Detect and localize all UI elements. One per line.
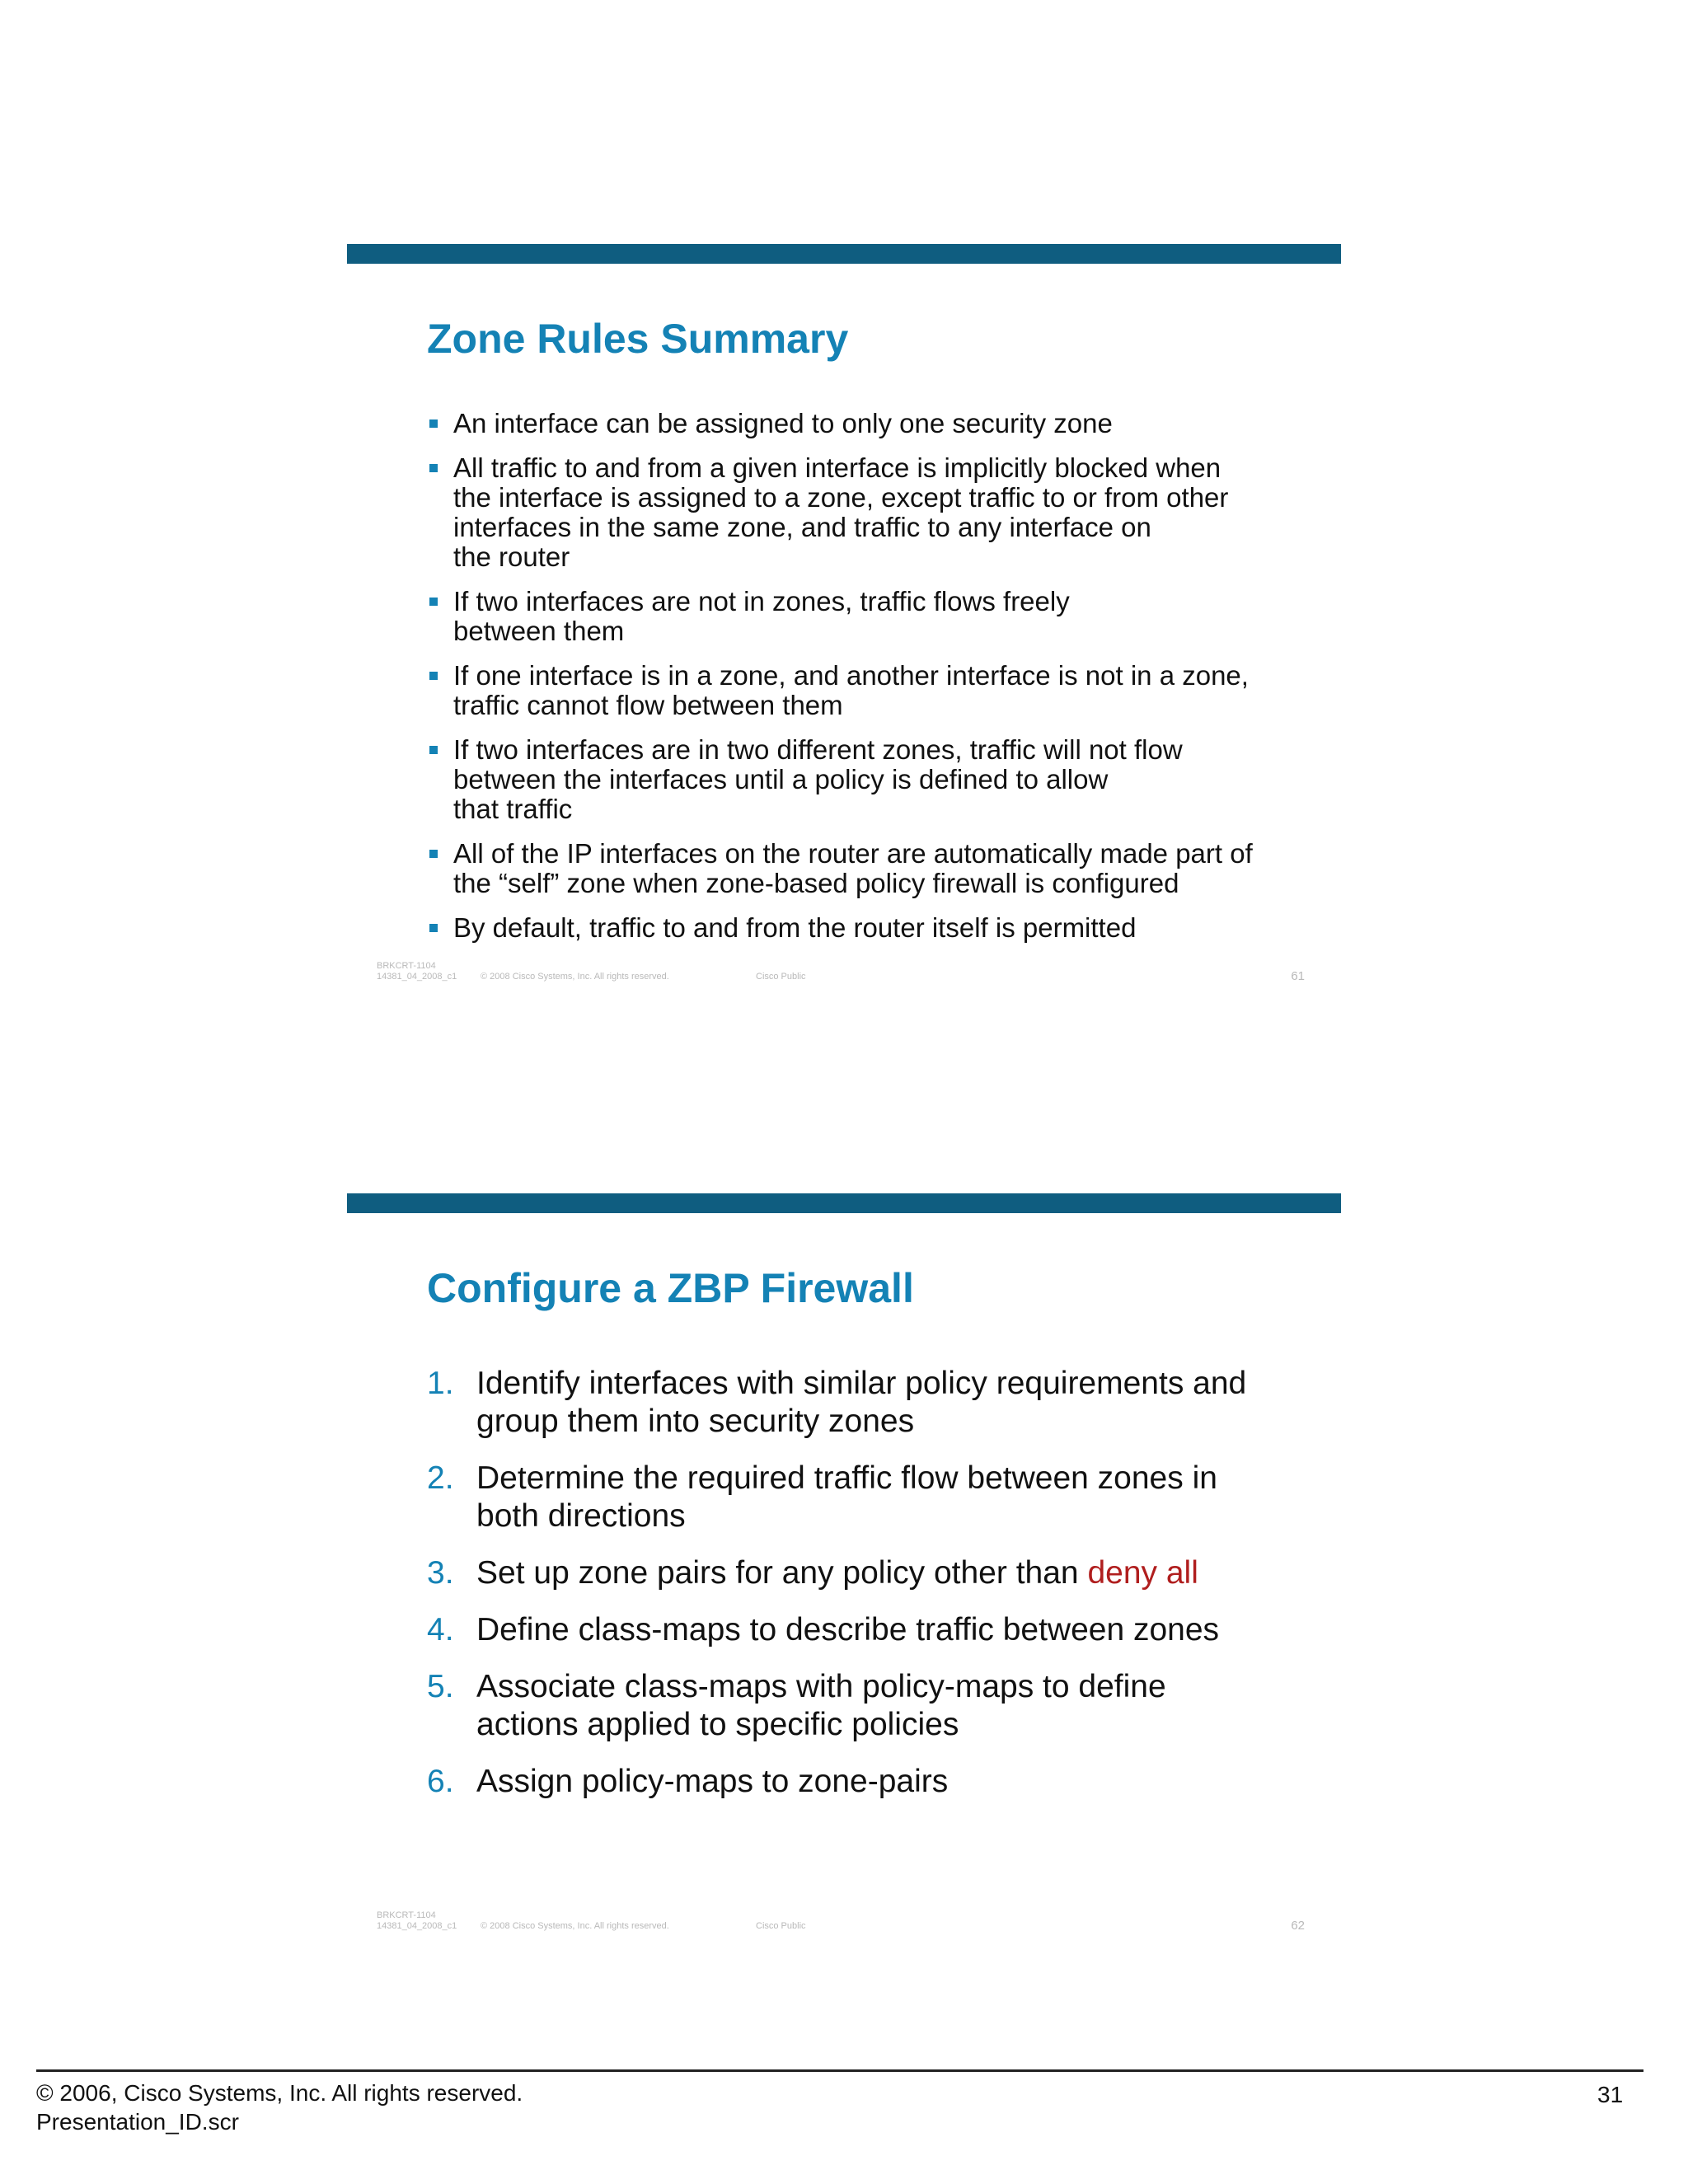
step-text: Identify interfaces with similar policy requirements and group them into security zones: [476, 1366, 1247, 1439]
step-text: Set up zone pairs for any policy other than deny all: [476, 1555, 1198, 1591]
step-number: 6.: [427, 1764, 454, 1799]
step-text: Define class-maps to describe traffic between zones: [476, 1612, 1220, 1647]
slide-number: 62: [1291, 1919, 1305, 1933]
slide-copyright: © 2008 Cisco Systems, Inc. All rights reserved.: [481, 1921, 669, 1931]
slide-title: Zone Rules Summary: [427, 316, 849, 362]
highlighted-phrase: deny all: [1087, 1555, 1198, 1591]
square-bullet-icon: [429, 672, 438, 680]
slide-footer: [377, 1910, 1316, 1943]
step-item: [427, 1668, 1301, 1744]
classification-label: Cisco Public: [756, 1921, 806, 1931]
step-number: 1.: [427, 1366, 454, 1401]
step-text: Determine the required traffic flow between zones in both directions: [476, 1460, 1217, 1534]
step-item: [427, 1554, 1301, 1592]
slide-header-bar: [347, 1193, 1341, 1213]
session-code: BRKCRT-1104 14381_04_2008_c1: [377, 961, 457, 982]
step-text: Associate class-maps with policy-maps to define actions applied to specific policies: [476, 1669, 1166, 1742]
bullet-item: If one interface is in a zone, and another interface is not in a zone, traffic cannot flow between them: [427, 661, 1284, 720]
step-item: [427, 1611, 1301, 1649]
square-bullet-icon: [429, 850, 438, 858]
page-filename: Presentation_ID.scr: [36, 2109, 239, 2135]
bullet-item: If two interfaces are in two different zones, traffic will not flow between the interfaces until a policy is defined to allow that traffic: [427, 735, 1284, 824]
step-number: 2.: [427, 1460, 454, 1496]
numbered-step-list: [427, 1365, 1301, 1820]
step-number: 3.: [427, 1555, 454, 1591]
page-number: 31: [1597, 2082, 1624, 2107]
bullet-item: By default, traffic to and from the router itself is permitted: [427, 913, 1284, 943]
slide-header-bar: [347, 244, 1341, 264]
square-bullet-icon: [429, 464, 438, 472]
bullet-item: An interface can be assigned to only one security zone: [427, 409, 1284, 438]
square-bullet-icon: [429, 924, 438, 932]
step-text: Assign policy-maps to zone-pairs: [476, 1764, 949, 1799]
slide-number: 61: [1291, 969, 1305, 983]
page-copyright: © 2006, Cisco Systems, Inc. All rights reserved.: [36, 2080, 523, 2106]
step-item: [427, 1460, 1301, 1535]
page-footer-divider: [36, 2069, 1643, 2072]
bullet-item: All of the IP interfaces on the router are automatically made part of the “self” zone when zone-based policy firewall is configured: [427, 839, 1284, 898]
session-code: BRKCRT-1104 14381_04_2008_c1: [377, 1910, 457, 1931]
step-item: [427, 1365, 1301, 1441]
bullet-item: All traffic to and from a given interface is implicitly blocked when the interface is assigned to a zone, except traffic to or from other interfaces in the same zone, and traffic to any interface on the router: [427, 453, 1284, 572]
step-number: 5.: [427, 1669, 454, 1704]
slide-copyright: © 2008 Cisco Systems, Inc. All rights reserved.: [481, 972, 669, 982]
slide-footer: [377, 961, 1316, 994]
square-bullet-icon: [429, 598, 438, 606]
slide-title: Configure a ZBP Firewall: [427, 1265, 914, 1311]
step-item: [427, 1763, 1301, 1801]
classification-label: Cisco Public: [756, 972, 806, 982]
slide-configure-zbp-firewall: [347, 1193, 1341, 1939]
bullet-item: If two interfaces are not in zones, traffic flows freely between them: [427, 587, 1284, 646]
square-bullet-icon: [429, 746, 438, 754]
step-number: 4.: [427, 1612, 454, 1647]
bullet-list: [427, 409, 1284, 958]
square-bullet-icon: [429, 419, 438, 428]
slide-zone-rules-summary: [347, 244, 1341, 990]
